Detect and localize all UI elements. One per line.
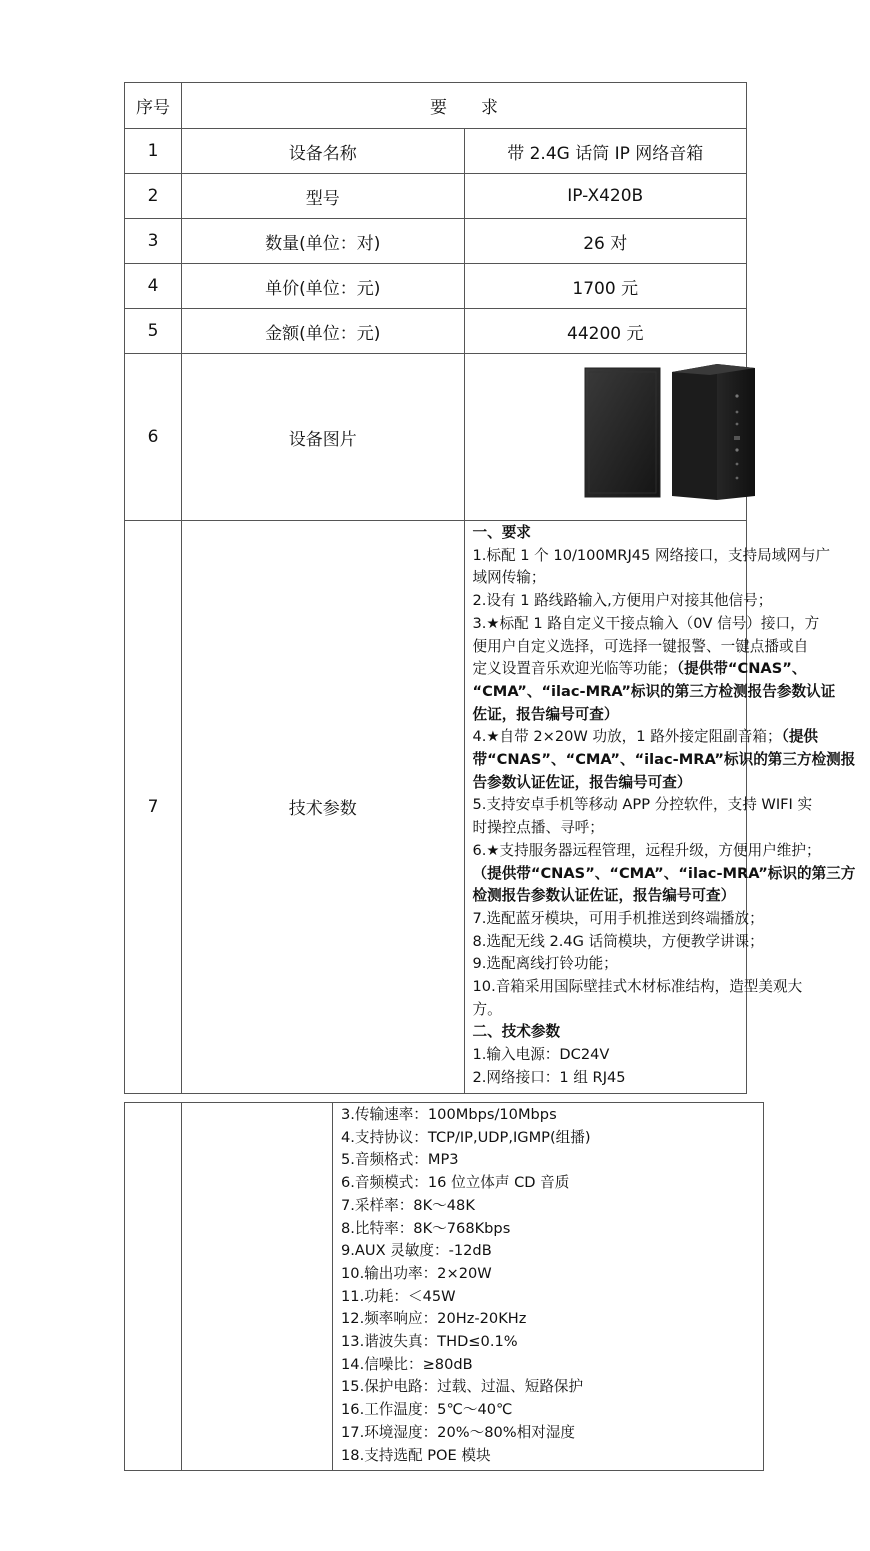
- table-row: [125, 1103, 764, 1471]
- tech-params-cell: [464, 521, 856, 1094]
- spec-line: 5.支持安卓手机等移动 APP 分控软件，支持 WIFI 实: [472, 796, 813, 814]
- spec-line: 2.设有 1 路线路输入,方便用户对接其他信号；: [472, 592, 773, 610]
- row-number: 6: [125, 354, 182, 521]
- spec-line: 6.音频模式：16 位立体声 CD 音质: [341, 1174, 570, 1192]
- spec-table-continued: [124, 1102, 764, 1471]
- row-number: 1: [125, 129, 182, 174]
- spec-line: 9.AUX 灵敏度：-12dB: [341, 1242, 492, 1260]
- spec-line: 17.环境湿度：20%～80%相对湿度: [341, 1423, 576, 1441]
- speaker-back-icon: [672, 364, 755, 500]
- certification-note: 告参数认证佐证，报告编号可查）: [472, 773, 692, 791]
- certification-note: 带“CNAS”、“CMA”、“ilac-MRA”标识的第三方检测报: [472, 751, 856, 769]
- spec-line: 7.选配蓝牙模块，可用手机推送到终端播放；: [472, 909, 764, 927]
- certification-note: （提供带“CNAS”、“CMA”、“ilac-MRA”标识的第三方: [472, 864, 856, 882]
- spec-line: 12.频率响应：20Hz-20KHz: [341, 1310, 527, 1328]
- spec-line: 2.网络接口：1 组 RJ45: [472, 1068, 626, 1086]
- spec-line: 方。: [472, 1000, 502, 1018]
- spec-line: 18.支持选配 POE 模块: [341, 1446, 491, 1464]
- spec-line: 4.支持协议：TCP/IP,UDP,IGMP(组播): [341, 1128, 591, 1146]
- spec-line: 5.音频格式：MP3: [341, 1151, 459, 1169]
- row-label: 技术参数: [182, 521, 465, 1094]
- row-number-empty: [125, 1103, 182, 1471]
- row-value: 带 2.4G 话筒 IP 网络音箱: [464, 129, 747, 174]
- certification-note: （提供带“CNAS”、: [676, 660, 807, 678]
- device-image: [465, 354, 870, 520]
- section-heading: 二、技术参数: [472, 1023, 561, 1041]
- row-label: 设备名称: [182, 129, 465, 174]
- spec-text: 定义设置音乐欢迎光临等功能；: [472, 660, 677, 678]
- speaker-pair-image: [465, 354, 870, 520]
- spec-line: 3.传输速率：100Mbps/10Mbps: [341, 1106, 557, 1123]
- spec-line: 15.保护电路：过载、过温、短路保护: [341, 1378, 584, 1396]
- spec-line: [472, 658, 807, 681]
- spec-line: 时操控点播、寻呼；: [472, 819, 604, 837]
- spec-table: [124, 82, 856, 1094]
- spec-text: 4.★自带 2×20W 功放，1 路外接定阻副音箱；: [472, 728, 782, 746]
- row-label: 数量(单位：对): [182, 219, 465, 264]
- row-number: 3: [125, 219, 182, 264]
- spec-line: 域网传输；: [472, 569, 546, 587]
- spec-line: 10.输出功率：2×20W: [341, 1264, 492, 1282]
- spec-line: 6.★支持服务器远程管理，远程升级，方便用户维护；: [472, 841, 821, 859]
- spec-line: 1.输入电源：DC24V: [472, 1046, 610, 1064]
- spec-line: 11.功耗：＜45W: [341, 1287, 456, 1305]
- tech-params-cell: [333, 1103, 764, 1471]
- row-number: 5: [125, 309, 182, 354]
- row-value: IP-X420B: [464, 174, 747, 219]
- row-label: 金额(单位：元): [182, 309, 465, 354]
- speaker-front-icon: [585, 368, 660, 497]
- spec-line: 16.工作温度：5℃～40℃: [341, 1401, 513, 1419]
- row-value: 26 对: [464, 219, 747, 264]
- certification-note: 检测报告参数认证佐证，报告编号可查）: [472, 887, 736, 905]
- table-row: [125, 354, 747, 521]
- row-number: 4: [125, 264, 182, 309]
- device-image-cell: [464, 354, 747, 521]
- row-label: 单价(单位：元): [182, 264, 465, 309]
- section-heading: 一、要求: [472, 524, 531, 541]
- spec-line: 14.信噪比：≥80dB: [341, 1355, 473, 1373]
- table-row: [125, 264, 747, 309]
- spec-line: 便用户自定义选择，可选择一键报警、一键点播或自: [472, 637, 809, 655]
- header-requirements: 要 求: [182, 83, 747, 129]
- table-row: [125, 521, 747, 1094]
- spec-line: 3.★标配 1 路自定义干接点输入（0V 信号）接口，方: [472, 614, 820, 632]
- spec-line: 10.音箱采用国际壁挂式木材标准结构，造型美观大: [472, 978, 803, 996]
- certification-note: （提供: [781, 728, 819, 746]
- spec-line: [472, 726, 819, 749]
- spec-line: 1.标配 1 个 10/100MRJ45 网络接口，支持局域网与广: [472, 546, 831, 564]
- row-label-empty: [182, 1103, 333, 1471]
- row-value: 44200 元: [464, 309, 747, 354]
- table-row: [125, 309, 747, 354]
- table-row: [125, 219, 747, 264]
- table-row: [125, 129, 747, 174]
- spec-line: 13.谐波失真：THD≤0.1%: [341, 1333, 518, 1351]
- header-row: [125, 83, 747, 129]
- row-label: 型号: [182, 174, 465, 219]
- certification-note: 佐证，报告编号可查）: [472, 705, 619, 723]
- table-row: [125, 174, 747, 219]
- spec-line: 9.选配离线打铃功能；: [472, 955, 618, 973]
- row-number: 7: [125, 521, 182, 1094]
- certification-note: “CMA”、“ilac-MRA”标识的第三方检测报告参数认证: [472, 682, 836, 700]
- header-index: 序号: [125, 83, 182, 129]
- row-value: 1700 元: [464, 264, 747, 309]
- row-number: 2: [125, 174, 182, 219]
- spec-line: 8.选配无线 2.4G 话筒模块，方便教学讲课；: [472, 932, 764, 950]
- row-label: 设备图片: [182, 354, 465, 521]
- spec-line: 8.比特率：8K～768Kbps: [341, 1219, 511, 1237]
- spec-line: 7.采样率：8K～48K: [341, 1196, 475, 1214]
